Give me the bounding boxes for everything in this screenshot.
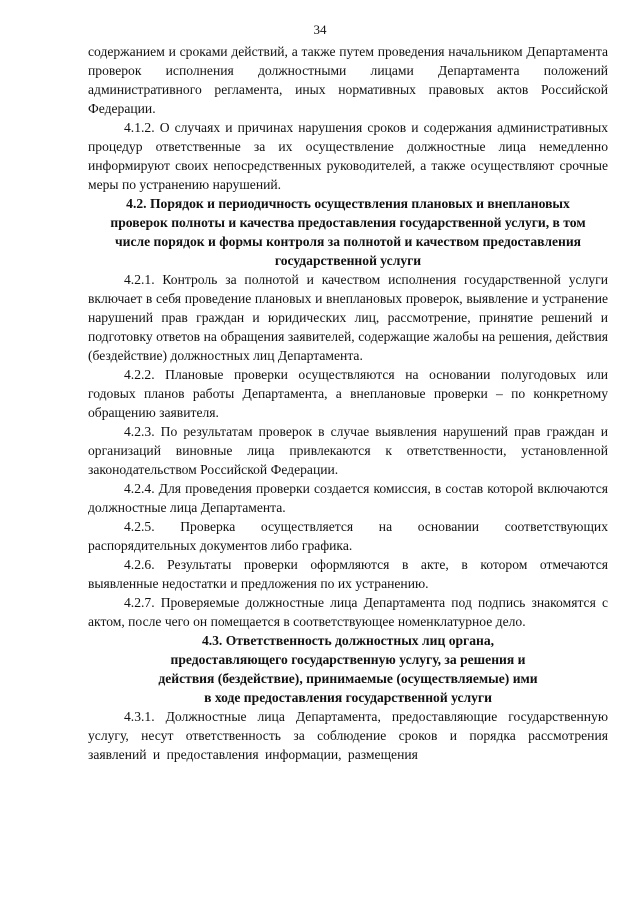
paragraph-4-2-4: 4.2.4. Для проведения проверки создается комиссия, в состав которой включаются должностные лица Департамента. xyxy=(88,481,608,515)
paragraph-4-2-2: 4.2.2. Плановые проверки осуществляются на основании полугодовых или годовых планов работы Департамента, а внеплановые проверки – по конкретному обращению заявителя. xyxy=(88,367,608,420)
paragraph-4-3-1: 4.3.1. Должностные лица Департамента, предоставляющие государственную услугу, несут ответственность за соблюдение сроков и порядка рассмотрения заявлений и предоставления информации, размещения xyxy=(88,709,608,762)
document-body xyxy=(88,42,608,764)
section-heading-4-3: 4.3. Ответственность должностных лиц органа, предоставляющего государственную услугу, за решения и действия (бездействие), принимаемые (осуществляемые) ими в ходе предоставления государственной услуги xyxy=(158,633,538,705)
paragraph-4-2-6: 4.2.6. Результаты проверки оформляются в акте, в котором отмечаются выявленные недостатки и предложения по их устранению. xyxy=(88,557,608,591)
paragraph-4-1-2: 4.1.2. О случаях и причинах нарушения сроков и содержания административных процедур ответственные за их осуществление должностные лица немедленно информируют своих непосредственных руководителей, а также осуществляют срочные меры по устранению нарушений. xyxy=(88,120,608,192)
page-number: 34 xyxy=(313,22,327,37)
section-heading-4-2: 4.2. Порядок и периодичность осуществления плановых и внеплановых проверок полноты и качества предоставления государственной услуги, в том числе порядок и формы контроля за полнотой и качеством предоставления государственной услуги xyxy=(110,196,586,268)
paragraph-4-2-1: 4.2.1. Контроль за полнотой и качеством исполнения государственной услуги включает в себя проведение плановых и внеплановых проверок, выявление и устранение нарушений прав граждан и юридических лиц, рассмотрение, принятие решений и подготовку ответов на обращения заявителей, содержащие жалобы на решения, действия (бездействие) должностных лиц Департамента. xyxy=(88,272,608,363)
paragraph: содержанием и сроками действий, а также путем проведения начальником Департамента проверок исполнения должностными лицами Департамента положений административного регламента, иных нормативных правовых актов Российской Федерации. xyxy=(88,44,608,116)
paragraph-4-2-3: 4.2.3. По результатам проверок в случае выявления нарушений прав граждан и организаций виновные лица привлекаются к ответственности, установленной законодательством Российской Федерации. xyxy=(88,424,608,477)
paragraph-4-2-5: 4.2.5. Проверка осуществляется на основании соответствующих распорядительных документов либо графика. xyxy=(88,519,608,553)
paragraph-4-2-7: 4.2.7. Проверяемые должностные лица Департамента под подпись знакомятся с актом, после чего он помещается в соответствующее номенклатурное дело. xyxy=(88,595,608,629)
